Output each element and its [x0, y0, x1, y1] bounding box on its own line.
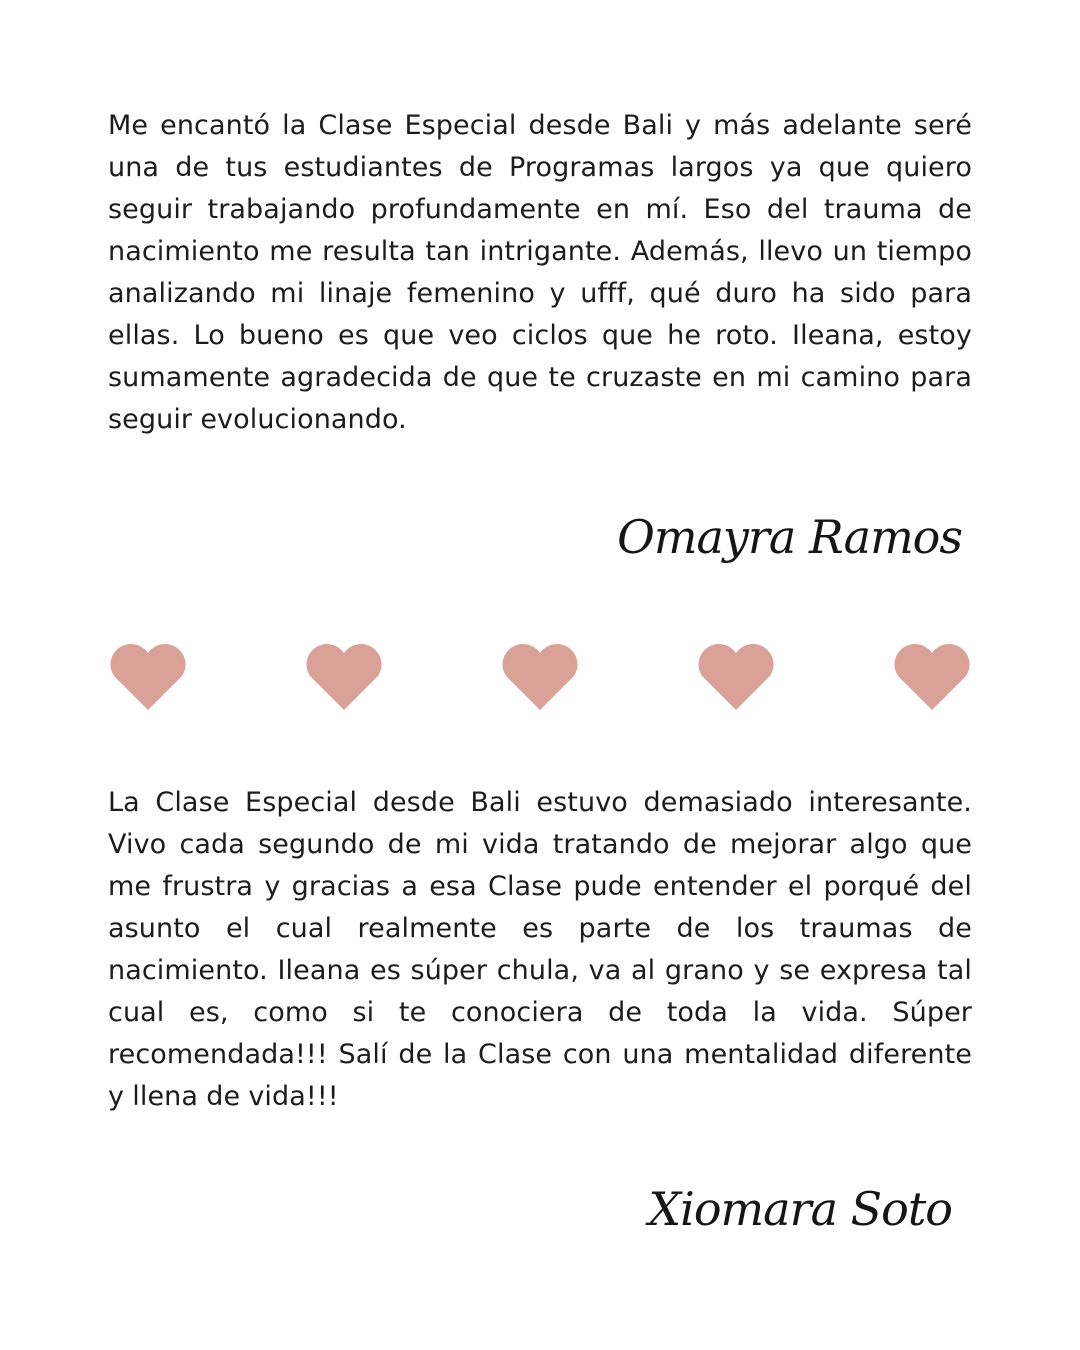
signature-1: Omayra Ramos	[617, 510, 962, 564]
heart-icon	[892, 640, 972, 712]
heart-icon	[696, 640, 776, 712]
signature-2: Xiomara Soto	[648, 1182, 952, 1236]
heart-icon	[500, 640, 580, 712]
heart-icon	[108, 640, 188, 712]
testimonial-text-1: Me encantó la Clase Especial desde Bali y más adelante seré una de tus estudiantes de Programas largos ya que quiero seguir trabajando profundamente en mí. Eso del trauma de nacimiento me resulta tan intrigante. Además, llevo un tiempo analizando mi linaje femenino y ufff, qué duro ha sido para ellas. Lo bueno es que veo ciclos que he roto. Ileana, estoy sumamente agradecida de que te cruzaste en mi camino para seguir evolucionando.	[108, 110, 972, 435]
heart-icon	[304, 640, 384, 712]
heart-divider	[108, 640, 972, 712]
testimonial-text-2: La Clase Especial desde Bali estuvo demasiado interesante. Vivo cada segundo de mi vida tratando de mejorar algo que me frustra y gracias a esa Clase pude entender el porqué del asunto el cual realmente es parte de los traumas de nacimiento. Ileana es súper chula, va al grano y se expresa tal cual es, como si te conociera de toda la vida. Súper recomendada!!! Salí de la Clase con una mentalidad diferente y llena de vida!!!	[108, 787, 972, 1112]
